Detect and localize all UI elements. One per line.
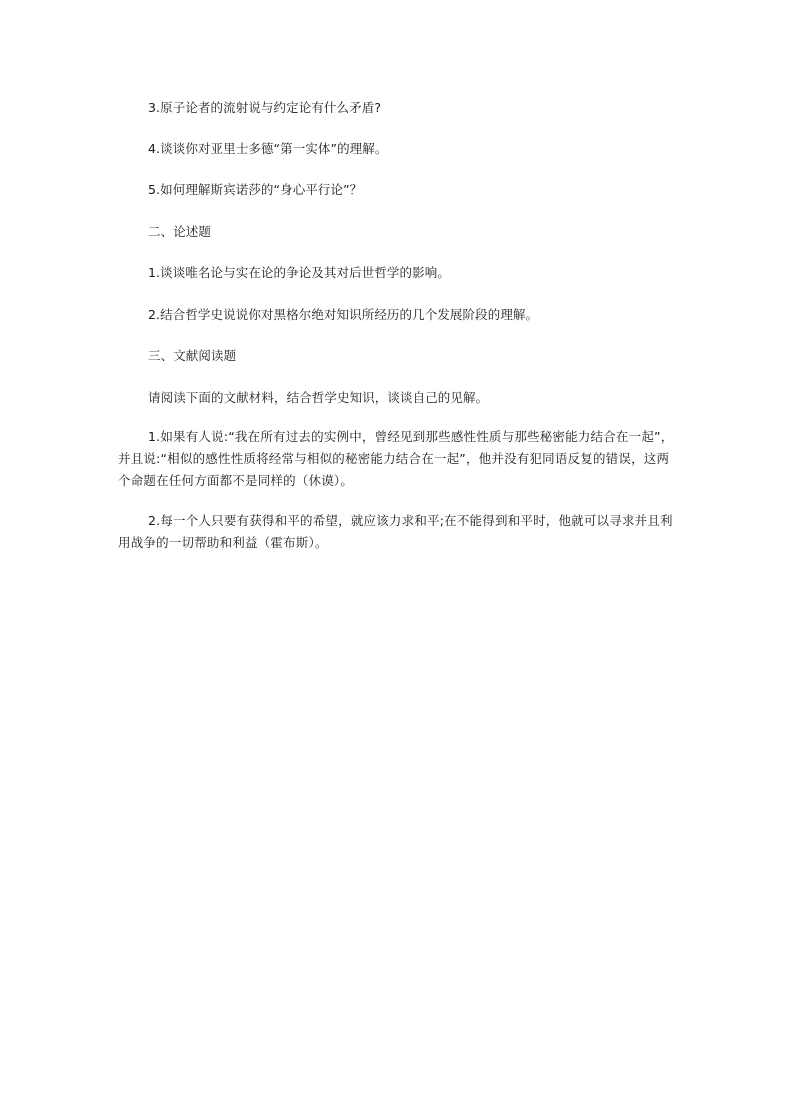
reading-passage-2: 2.每一个人只要有获得和平的希望，就应该力求和平;在不能得到和平时，他就可以寻求并且利用战争的一切帮助和利益（霍布斯）。 — [118, 513, 673, 550]
essay-question-1: 1.谈谈唯名论与实在论的争论及其对后世哲学的影响。 — [148, 265, 450, 280]
question-5: 5.如何理解斯宾诺莎的“身心平行论”？ — [148, 182, 363, 197]
reading-passage-1: 1.如果有人说:“我在所有过去的实例中，曾经见到那些感性性质与那些秘密能力结合在一起”，并且说:“相似的感性性质将经常与相似的秘密能力结合在一起”，他并没有犯同语反复的错误，这两个命题在任何方面都不是同样的（休谟）。 — [118, 429, 674, 488]
section-3-instruction: 请阅读下面的文献材料，结合哲学史知识，谈谈自己的见解。 — [148, 390, 489, 405]
question-4: 4.谈谈你对亚里士多德“第一实体”的理解。 — [148, 141, 388, 156]
section-2-title: 二、论述题 — [148, 224, 212, 239]
essay-question-2: 2.结合哲学史说说你对黑格尔绝对知识所经历的几个发展阶段的理解。 — [148, 307, 539, 322]
section-3-title: 三、文献阅读题 — [148, 348, 237, 363]
question-3: 3.原子论者的流射说与约定论有什么矛盾? — [148, 100, 382, 115]
